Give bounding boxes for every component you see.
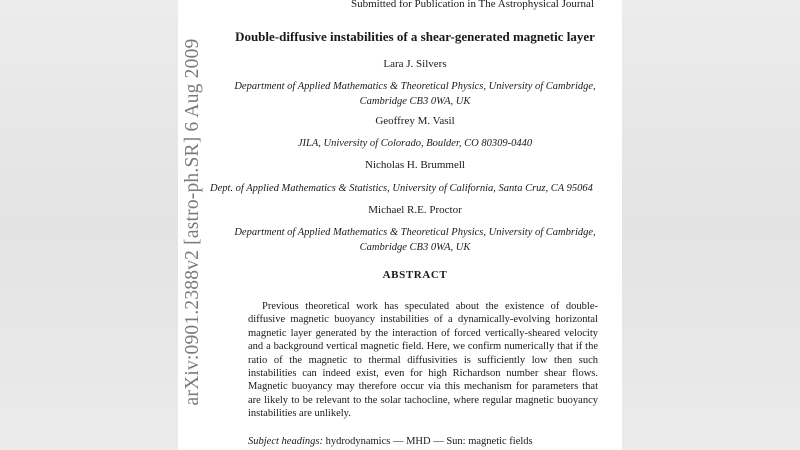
background-right <box>622 0 800 450</box>
affiliation-line: Dept. of Applied Mathematics & Statistics, University of California, Santa Cruz, CA 95064 <box>210 183 593 194</box>
author-affiliation <box>208 136 622 151</box>
affiliation-line: Department of Applied Mathematics & Theoretical Physics, University of Cambridge, <box>234 227 596 238</box>
arxiv-stamp <box>178 0 208 450</box>
arxiv-identifier: arXiv:0901.2388v2 [astro-ph.SR] 6 Aug 2009 <box>182 38 203 406</box>
journal-header-note: Submitted for Publication in The Astrophysical Journal <box>351 0 594 10</box>
author-affiliation <box>210 181 593 196</box>
author-name: Geoffrey M. Vasil <box>375 115 455 127</box>
abstract-text: Previous theoretical work has speculated about the existence of double-diffusive magnetic buoyancy instabilities of a dynamically-evolving horizontal magnetic layer generated by the interaction of forced vertically-sheared velocity and a background vertical magnetic field. Here, we confirm numerically that if the ratio of the magnetic to thermal diffusivities is sufficiently low then such instabilities can indeed exist, even for high Richardson number shear flows. Magnetic buoyancy may therefore occur via this mechanism for parameters that are likely to be relevant to the solar tachocline, where regular magnetic buoyancy instabilities are unlikely. <box>248 301 598 420</box>
subject-headings <box>248 436 533 447</box>
author-affiliation <box>208 225 622 255</box>
author-affiliation <box>208 79 622 109</box>
abstract-heading: ABSTRACT <box>382 269 448 281</box>
affiliation-line: JILA, University of Colorado, Boulder, CO 80309-0440 <box>297 138 533 149</box>
background-left <box>0 0 178 450</box>
author-name: Nicholas H. Brummell <box>365 159 465 171</box>
affiliation-line: Cambridge CB3 0WA, UK <box>359 242 471 253</box>
paper-page <box>178 0 622 450</box>
affiliation-line: Department of Applied Mathematics & Theoretical Physics, University of Cambridge, <box>234 81 596 92</box>
author-name: Lara J. Silvers <box>383 58 447 70</box>
subject-headings-label: Subject headings: <box>248 436 323 447</box>
author-name: Michael R.E. Proctor <box>368 204 462 216</box>
affiliation-line: Cambridge CB3 0WA, UK <box>359 96 471 107</box>
paper-title: Double-diffusive instabilities of a shear-generated magnetic layer <box>235 29 595 44</box>
subject-headings-terms: hydrodynamics — MHD — Sun: magnetic fields <box>325 436 533 447</box>
